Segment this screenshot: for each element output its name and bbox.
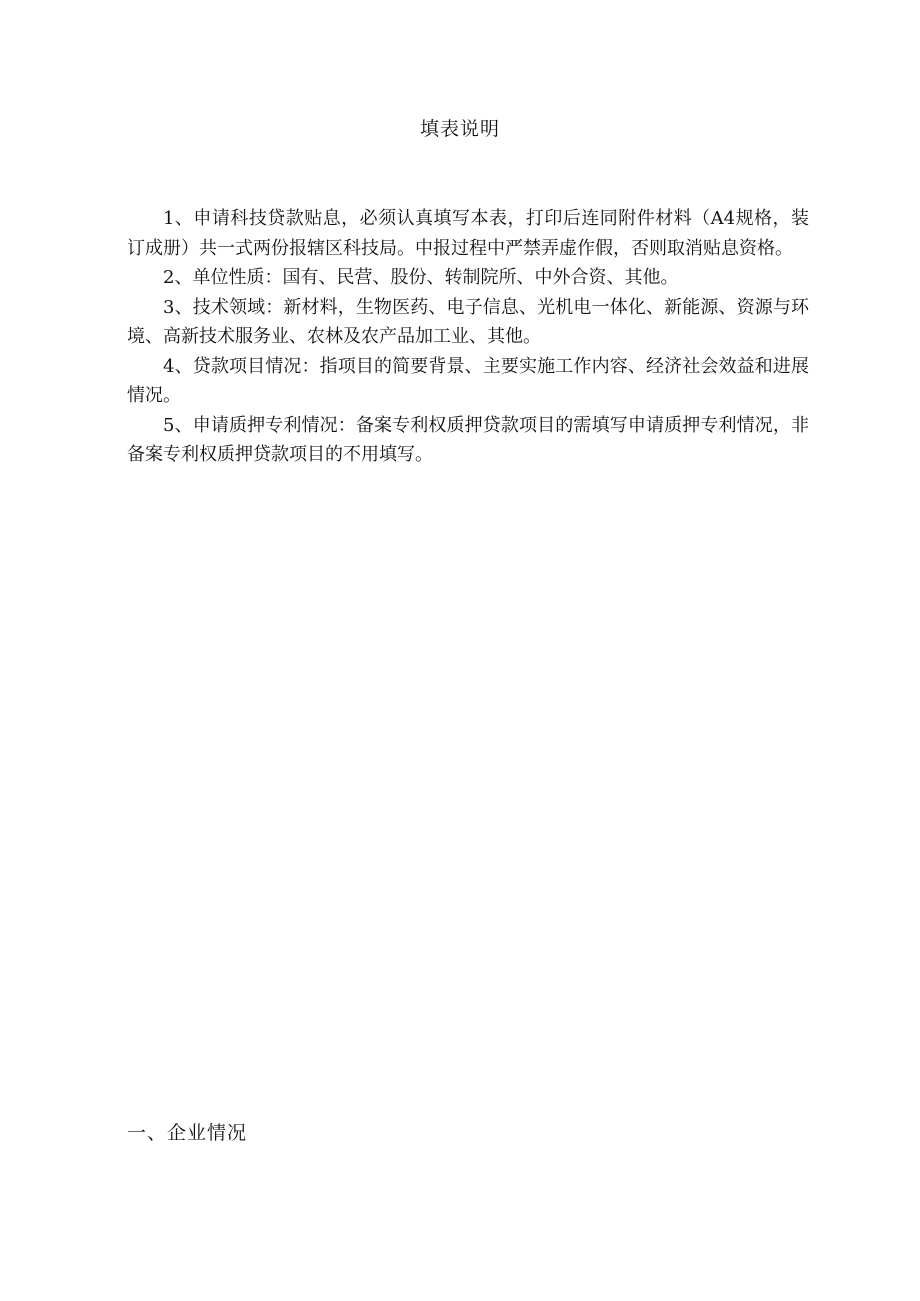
instruction-item-4: 4、贷款项目情况：指项目的简要背景、主要实施工作内容、经济社会效益和进展情况。: [127, 355, 809, 406]
instructions-list: [127, 204, 809, 470]
instruction-item-1: 1、申请科技贷款贴息，必须认真填写本表，打印后连同附件材料（A4规格，装订成册）共一式两份报辖区科技局。中报过程中严禁弄虚作假，否则取消贴息资格。: [127, 208, 809, 259]
instruction-item-2: 2、单位性质：国有、民营、股份、转制院所、中外合资、其他。: [163, 267, 679, 288]
instruction-item-3: 3、技术领域：新材料，生物医药、电子信息、光机电一体化、新能源、资源与环境、高新技术服务业、农林及农产品加工业、其他。: [127, 296, 809, 347]
instruction-item-5: 5、申请质押专利情况：备案专利权质押贷款项目的需填写申请质押专利情况，非备案专利权质押贷款项目的不用填写。: [127, 414, 809, 465]
page-title: 填表说明: [419, 118, 500, 140]
section-heading-enterprise: 一、企业情况: [127, 1122, 248, 1144]
